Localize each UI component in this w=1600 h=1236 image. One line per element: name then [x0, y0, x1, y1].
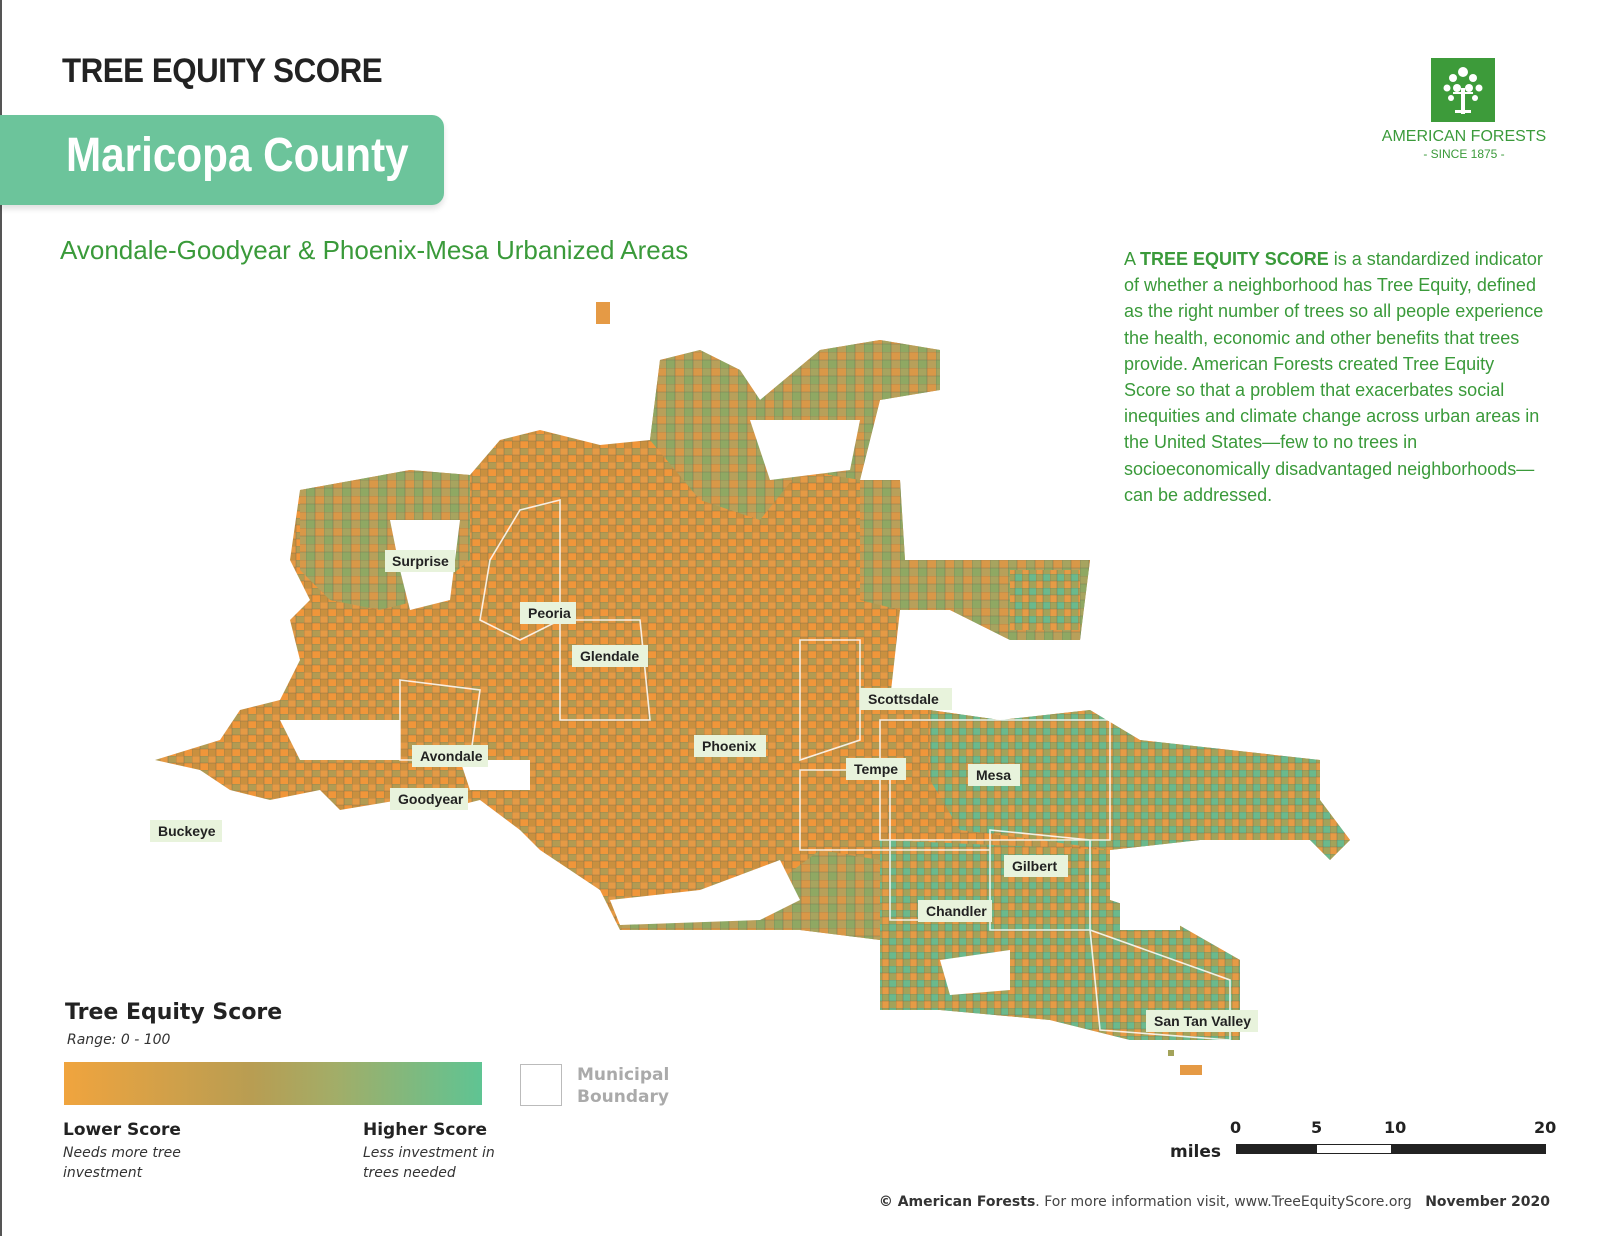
svg-text:Phoenix: Phoenix	[702, 738, 757, 754]
description-lead: A	[1124, 249, 1141, 269]
map-outlier-north	[596, 302, 610, 324]
label-glendale	[572, 645, 648, 667]
legend-gradient	[64, 1062, 482, 1105]
svg-text:Buckeye: Buckeye	[158, 823, 216, 839]
scale-tick-10: 10	[1384, 1118, 1407, 1137]
label-phoenix	[694, 735, 766, 757]
municipal-boundary-label: Municipal Boundary	[577, 1065, 670, 1107]
map-subtitle: Avondale-Goodyear & Phoenix-Mesa Urbanized Areas	[60, 235, 689, 265]
legend-low-note: Needs more tree investment	[63, 1145, 181, 1181]
legend-title: Tree Equity Score	[65, 1000, 283, 1025]
svg-text:Peoria: Peoria	[528, 605, 571, 621]
footer-owner: © American Forests	[878, 1194, 1036, 1210]
label-tempe	[846, 758, 906, 780]
logo-name: AMERICAN FORESTS	[1381, 128, 1547, 145]
label-peoria	[520, 602, 576, 624]
scale-tick-20: 20	[1534, 1118, 1557, 1137]
municipal-boundary-swatch	[520, 1064, 562, 1106]
description-term: TREE EQUITY SCORE	[1140, 249, 1329, 269]
label-chandler	[918, 900, 992, 922]
scale-segment-2	[1316, 1144, 1392, 1154]
label-gilbert	[1004, 855, 1068, 877]
legend-low-label: Lower Score	[63, 1120, 181, 1140]
footer-info: . For more information visit, www.TreeEquityScore.org	[1035, 1194, 1412, 1210]
legend-high-label: Higher Score	[363, 1120, 488, 1140]
footer-date: November 2020	[1425, 1194, 1550, 1210]
label-avondale	[412, 745, 488, 767]
label-mesa	[968, 764, 1020, 786]
svg-text:Glendale: Glendale	[580, 648, 640, 664]
svg-text:Scottsdale: Scottsdale	[868, 691, 939, 707]
svg-text:Mesa: Mesa	[976, 767, 1012, 783]
logo-since: - SINCE 1875 -	[1423, 147, 1505, 161]
scale-segment-3	[1392, 1144, 1546, 1154]
label-scottsdale	[860, 688, 952, 710]
label-buckeye	[150, 820, 222, 842]
legend-range: Range: 0 - 100	[67, 1032, 171, 1048]
description-body: is a standardized indicator of whether a neighborhood has Tree Equity, defined as the right number of trees so all people experience the health, economic and other benefits that trees provide. American Forests created Tree Equity Score so that a problem that exacerbates social inequities and climate change across urban areas in the United States—few to no trees in socioeconomically disadvantaged neighborhoods—can be addressed.	[1124, 249, 1544, 505]
scale-tick-5: 5	[1311, 1118, 1323, 1137]
scale-unit: miles	[1170, 1142, 1222, 1162]
svg-text:Goodyear: Goodyear	[398, 791, 464, 807]
svg-text:Avondale: Avondale	[420, 748, 483, 764]
county-name: Maricopa County	[66, 129, 409, 182]
legend-high-note: Less investment in trees needed	[363, 1145, 495, 1181]
label-san-tan-valley	[1146, 1010, 1258, 1032]
map-outlier-far-south	[1168, 1050, 1174, 1056]
svg-text:Gilbert: Gilbert	[1012, 858, 1058, 874]
scale-segment-1	[1236, 1144, 1316, 1154]
scale-tick-0: 0	[1230, 1118, 1242, 1137]
svg-text:San Tan Valley: San Tan Valley	[1154, 1013, 1252, 1029]
map-void-west	[280, 720, 400, 760]
label-surprise	[385, 550, 455, 572]
svg-text:Surprise: Surprise	[392, 553, 449, 569]
footer	[879, 1194, 1550, 1210]
svg-text:Tempe: Tempe	[854, 761, 899, 777]
map-outlier-east	[1010, 570, 1080, 630]
map-void-east	[1120, 900, 1180, 930]
map-outlier-southeast	[1180, 1065, 1202, 1075]
scale-bar	[1160, 1115, 1580, 1175]
label-goodyear	[390, 788, 468, 810]
svg-text:Chandler: Chandler	[926, 903, 987, 919]
document-title: TREE EQUITY SCORE	[62, 52, 383, 90]
